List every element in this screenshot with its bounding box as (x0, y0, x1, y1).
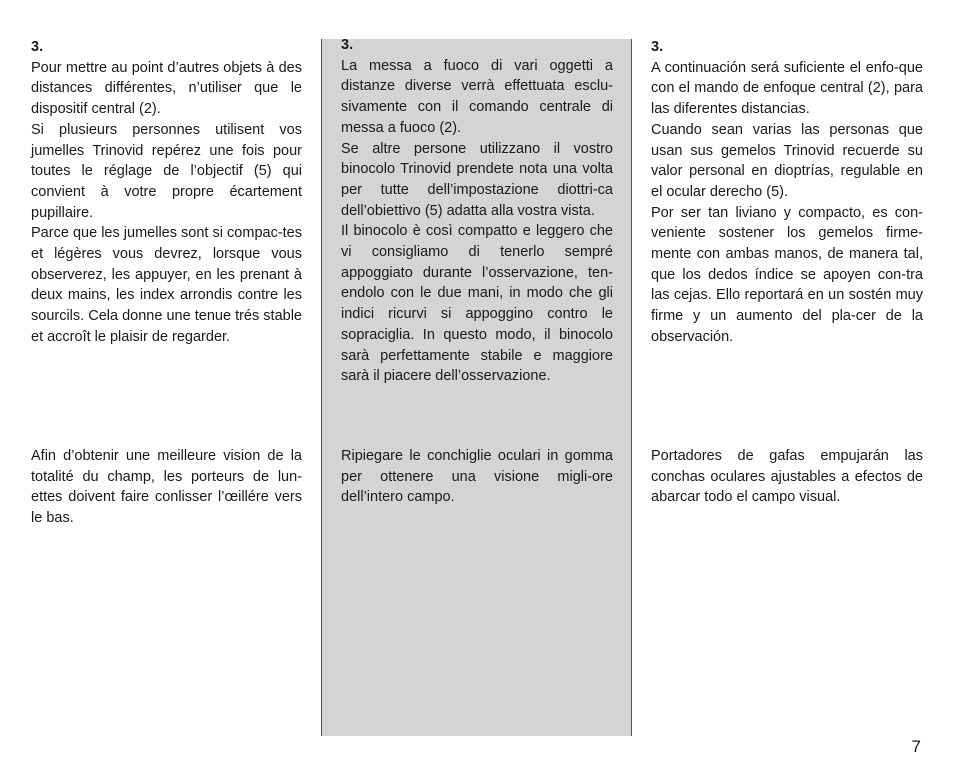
french-paragraph-2: Si plusieurs personnes utilisent vos jumelles Trinovid repérez une fois pour toutes le réglage de l’objectif (5) qui convient à votre propre écartement pupillaire. (31, 121, 302, 221)
french-column (31, 37, 302, 527)
spanish-paragraph-3: Por ser tan liviano y compacto, es con-veniente sostener los gemelos firme-mente con ambas manos, de manera tal, que los dedos índice se apoyen con-tra las cejas. Ello reportará en un sostén muy firme y un aumento del pla-cer de la observación. (651, 204, 923, 345)
italian-paragraph-2: Se altre persone utilizzano il vostro binocolo Trinovid prendete nota una volta per tutte dell’impostazione diottri-ca dell’obiettivo (5) adatta alla vostra vista. (341, 140, 613, 219)
spanish-paragraph-1: A continuación será suficiente el enfo-que con el mando de enfoque central (2), para las diferentes distancias. (651, 59, 923, 118)
italian-eyecup-text: Ripiegare le conchiglie oculari in gomma per ottenere una visione migli-ore dell’intero campo. (341, 448, 613, 506)
spanish-column (651, 37, 923, 506)
spanish-paragraph-2: Cuando sean varias las personas que usan sus gemelos Trinovid recuerde su valor personal en dioptrías, regulable en el ocular derecho (5). (651, 121, 923, 200)
french-paragraph-1: Pour mettre au point d’autres objets à des distances différentes, n’utiliser que le dispositif central (2). (31, 59, 302, 118)
french-eyecup-text: Afin d’obtenir une meilleure vision de la totalité du champ, les porteurs de lun-ettes doivent faire conlisser l’œillére vers le bas. (31, 448, 302, 527)
italian-paragraph-3: Il binocolo è così compatto e leggero che vi consigliamo di tenerlo sempré appoggiato durante l’osservazione, ten-endolo con le due mani, in modo che gli indici ricurvi si appoggino contro le sopraciglia. In questo modo, il binocolo sarà perfettamente stabile e maggiore sarà il piacere dell’osservazione. (341, 223, 613, 385)
italian-eyecup-block (341, 446, 613, 508)
spanish-eyecup-block (651, 446, 923, 508)
italian-column (341, 35, 613, 506)
spanish-eyecup-text: Portadores de gafas empujarán las conchas oculares ajustables a efectos de abarcar todo el campo visual. (651, 448, 923, 506)
page-number: 7 (911, 737, 921, 756)
french-paragraph-3: Parce que les jumelles sont si compac-tes et légères vous devrez, lorsque vous observerez, les appuyer, en les prenant à deux mains, les index arrondis contre les sourcils. Cela donne une tenue trés stable et accroît le plaisir de regarder. (31, 225, 302, 345)
french-heading: 3. (31, 39, 44, 55)
italian-heading: 3. (341, 37, 354, 53)
french-eyecup-block (31, 446, 302, 529)
spanish-heading: 3. (651, 39, 664, 55)
italian-paragraph-1: La messa a fuoco di vari oggetti a distanze diverse verrà effettuata esclu-sivamente con il comando centrale di messa a fuoco (2). (341, 57, 613, 136)
